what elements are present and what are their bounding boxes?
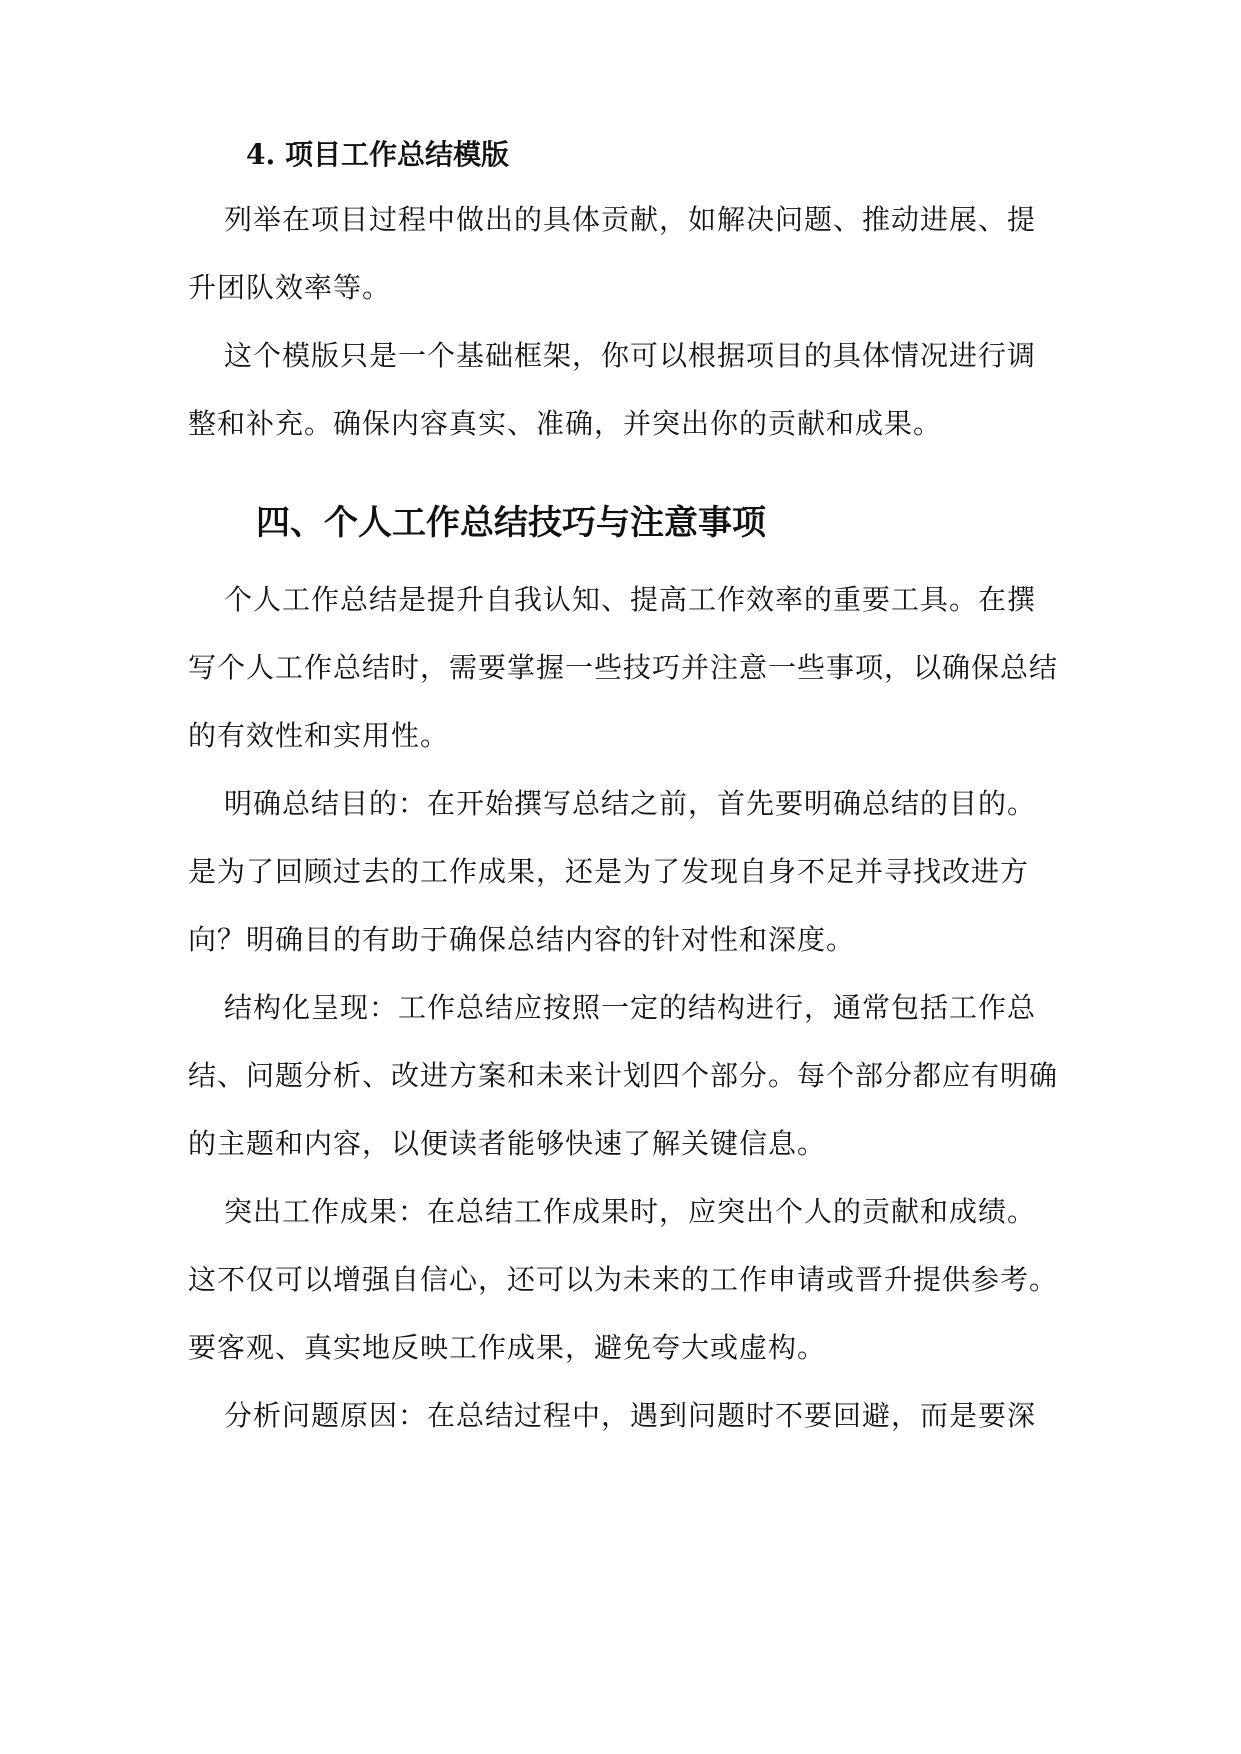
paragraph-line: 这不仅可以增强自信心，还可以为未来的工作申请或晋升提供参考。: [188, 1263, 1059, 1296]
paragraph-line: 列举在项目过程中做出的具体贡献，如解决问题、推动进展、提: [224, 203, 1037, 236]
section-heading-project-summary: 4. 项目工作总结模版: [246, 138, 509, 171]
paragraph-line: 结构化呈现：工作总结应按照一定的结构进行，通常包括工作总: [224, 991, 1037, 1024]
paragraph-line: 写个人工作总结时，需要掌握一些技巧并注意一些事项，以确保总结: [188, 651, 1059, 684]
paragraph-line: 升团队效率等。: [188, 271, 392, 304]
paragraph-line: 要客观、真实地反映工作成果，避免夸大或虚构。: [188, 1331, 827, 1364]
paragraph-line: 向？明确目的有助于确保总结内容的针对性和深度。: [188, 923, 856, 956]
paragraph-line: 是为了回顾过去的工作成果，还是为了发现自身不足并寻找改进方: [188, 855, 1030, 888]
paragraph-line: 的主题和内容，以便读者能够快速了解关键信息。: [188, 1127, 827, 1160]
paragraph-line: 结、问题分析、改进方案和未来计划四个部分。每个部分都应有明确: [188, 1059, 1059, 1092]
paragraph-line: 这个模版只是一个基础框架，你可以根据项目的具体情况进行调: [224, 339, 1037, 372]
paragraph-line: 突出工作成果：在总结工作成果时，应突出个人的贡献和成绩。: [224, 1195, 1037, 1228]
paragraph-line: 的有效性和实用性。: [188, 719, 450, 752]
paragraph-line: 个人工作总结是提升自我认知、提高工作效率的重要工具。在撰: [224, 583, 1037, 616]
section-heading-tips: 四、个人工作总结技巧与注意事项: [256, 503, 766, 543]
paragraph-line: 整和补充。确保内容真实、准确，并突出你的贡献和成果。: [188, 407, 943, 440]
paragraph-line: 明确总结目的：在开始撰写总结之前，首先要明确总结的目的。: [224, 787, 1037, 820]
paragraph-line: 分析问题原因：在总结过程中，遇到问题时不要回避，而是要深: [224, 1399, 1037, 1432]
